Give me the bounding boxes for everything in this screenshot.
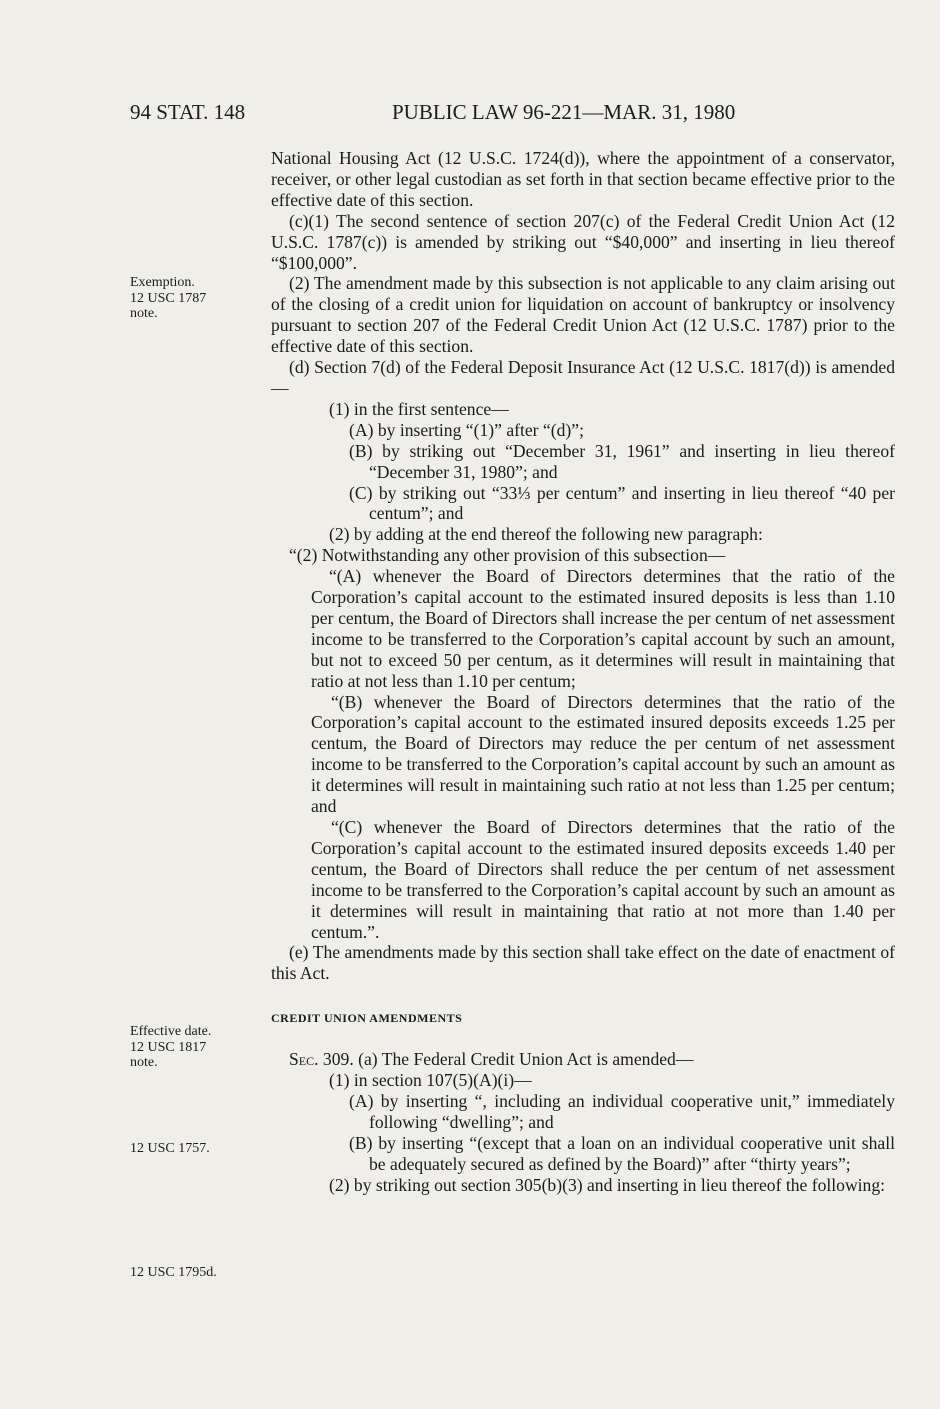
margin-note-line: Exemption. bbox=[130, 275, 195, 290]
paragraph-quoted-a: “(A) whenever the Board of Directors determines that the ratio of the Corporation’s capital account to the estimated insured deposits is less than 1.10 per centum, the Board of Directors shall increase the per centum of net assessment income to be transferred to the Corporation’s capital account by such an amount, but not to exceed 50 per centum, as it determines will result in maintaining that ratio at not less than 1.10 per centum; bbox=[311, 566, 895, 691]
paragraph-d1b: (B) by striking out “December 31, 1961” and inserting in lieu thereof “December 31, 1980”; and bbox=[349, 440, 895, 482]
paragraph-continuation: National Housing Act (12 U.S.C. 1724(d)), where the appointment of a conservator, receiver, or other legal custodian as set forth in that section became effective prior to the effective date of this section. bbox=[271, 148, 895, 210]
section-heading: CREDIT UNION AMENDMENTS bbox=[271, 1011, 463, 1026]
paragraph-309a1b: (B) by inserting “(except that a loan on an individual cooperative unit shall be adequately secured as defined by the Board)” after “thirty years”; bbox=[349, 1132, 895, 1174]
sec-label: Sec. bbox=[289, 1049, 319, 1070]
paragraph-quoted-b: “(B) whenever the Board of Directors determines that the ratio of the Corporation’s capital account to the estimated insured deposits exceeds 1.25 per centum, the Board of Directors may reduce the per centum of net assessment income to be transferred to the Corporation’s capital account by such an amount as it determines will result in maintaining such ratio at not less than 1.25 per centum; and bbox=[311, 691, 895, 817]
paragraph-d2: (2) by adding at the end thereof the following new paragraph: bbox=[329, 524, 763, 545]
paragraph-d1c: (C) by striking out “33⅓ per centum” and inserting in lieu thereof “40 per centum”; and bbox=[349, 482, 895, 524]
margin-note-line: note. bbox=[130, 306, 158, 321]
sec-309-text: 309. (a) The Federal Credit Union Act is amended— bbox=[318, 1049, 694, 1070]
paragraph-309a1: (1) in section 107(5)(A)(i)— bbox=[329, 1070, 532, 1091]
margin-note-line: 12 USC 1817 bbox=[130, 1039, 207, 1055]
margin-note-line: 12 USC 1787 bbox=[130, 290, 207, 306]
margin-note-line: note. bbox=[130, 1055, 158, 1070]
paragraph-e: (e) The amendments made by this section shall take effect on the date of enactment of this Act. bbox=[271, 942, 895, 984]
page-header bbox=[130, 100, 900, 132]
margin-note-line: Effective date. bbox=[130, 1024, 212, 1039]
paragraph-c1: (c)(1) The second sentence of section 207(c) of the Federal Credit Union Act (12 U.S.C. 1787(c)) is amended by striking out “$40,000” and inserting in lieu thereof “$100,000”. bbox=[271, 210, 895, 273]
paragraph-quoted-c: “(C) whenever the Board of Directors determines that the ratio of the Corporation’s capital account to the estimated insured deposits exceeds 1.40 per centum, the Board of Directors shall reduce the per centum of net assessment income to be transferred to the Corporation’s capital account by such an amount as it determines will result in maintaining that ratio at not more than 1.40 per centum.”. bbox=[311, 817, 895, 942]
paragraph-d1a: (A) by inserting “(1)” after “(d)”; bbox=[349, 419, 584, 440]
paragraph-d: (d) Section 7(d) of the Federal Deposit Insurance Act (12 U.S.C. 1817(d)) is amended— bbox=[271, 357, 895, 398]
paragraph-c2: (2) The amendment made by this subsection is not applicable to any claim arising out of the closing of a credit union for liquidation on account of bankruptcy or insolvency pursuant to section 207 of the Federal Credit Union Act (12 U.S.C. 1787) prior to the effective date of this section. bbox=[271, 273, 895, 357]
paragraph-quoted-2: “(2) Notwithstanding any other provision of this subsection— bbox=[289, 545, 726, 566]
margin-note-effective-date bbox=[130, 1024, 260, 1071]
paragraph-sec-309 bbox=[271, 1049, 895, 1070]
paragraph-309a1a: (A) by inserting “, including an individual cooperative unit,” immediately following “dwelling”; and bbox=[349, 1090, 895, 1132]
margin-note-usc-1757: 12 USC 1757. bbox=[130, 1141, 210, 1156]
margin-note-exemption bbox=[130, 275, 260, 322]
paragraph-309a2: (2) by striking out section 305(b)(3) and inserting in lieu thereof the following: bbox=[329, 1174, 886, 1195]
stat-page-number: 94 STAT. 148 bbox=[130, 100, 246, 124]
paragraph-d1: (1) in the first sentence— bbox=[329, 398, 509, 419]
public-law-title: PUBLIC LAW 96-221—MAR. 31, 1980 bbox=[392, 100, 736, 124]
document-body bbox=[271, 148, 895, 1196]
margin-note-usc-1795d: 12 USC 1795d. bbox=[130, 1265, 217, 1280]
